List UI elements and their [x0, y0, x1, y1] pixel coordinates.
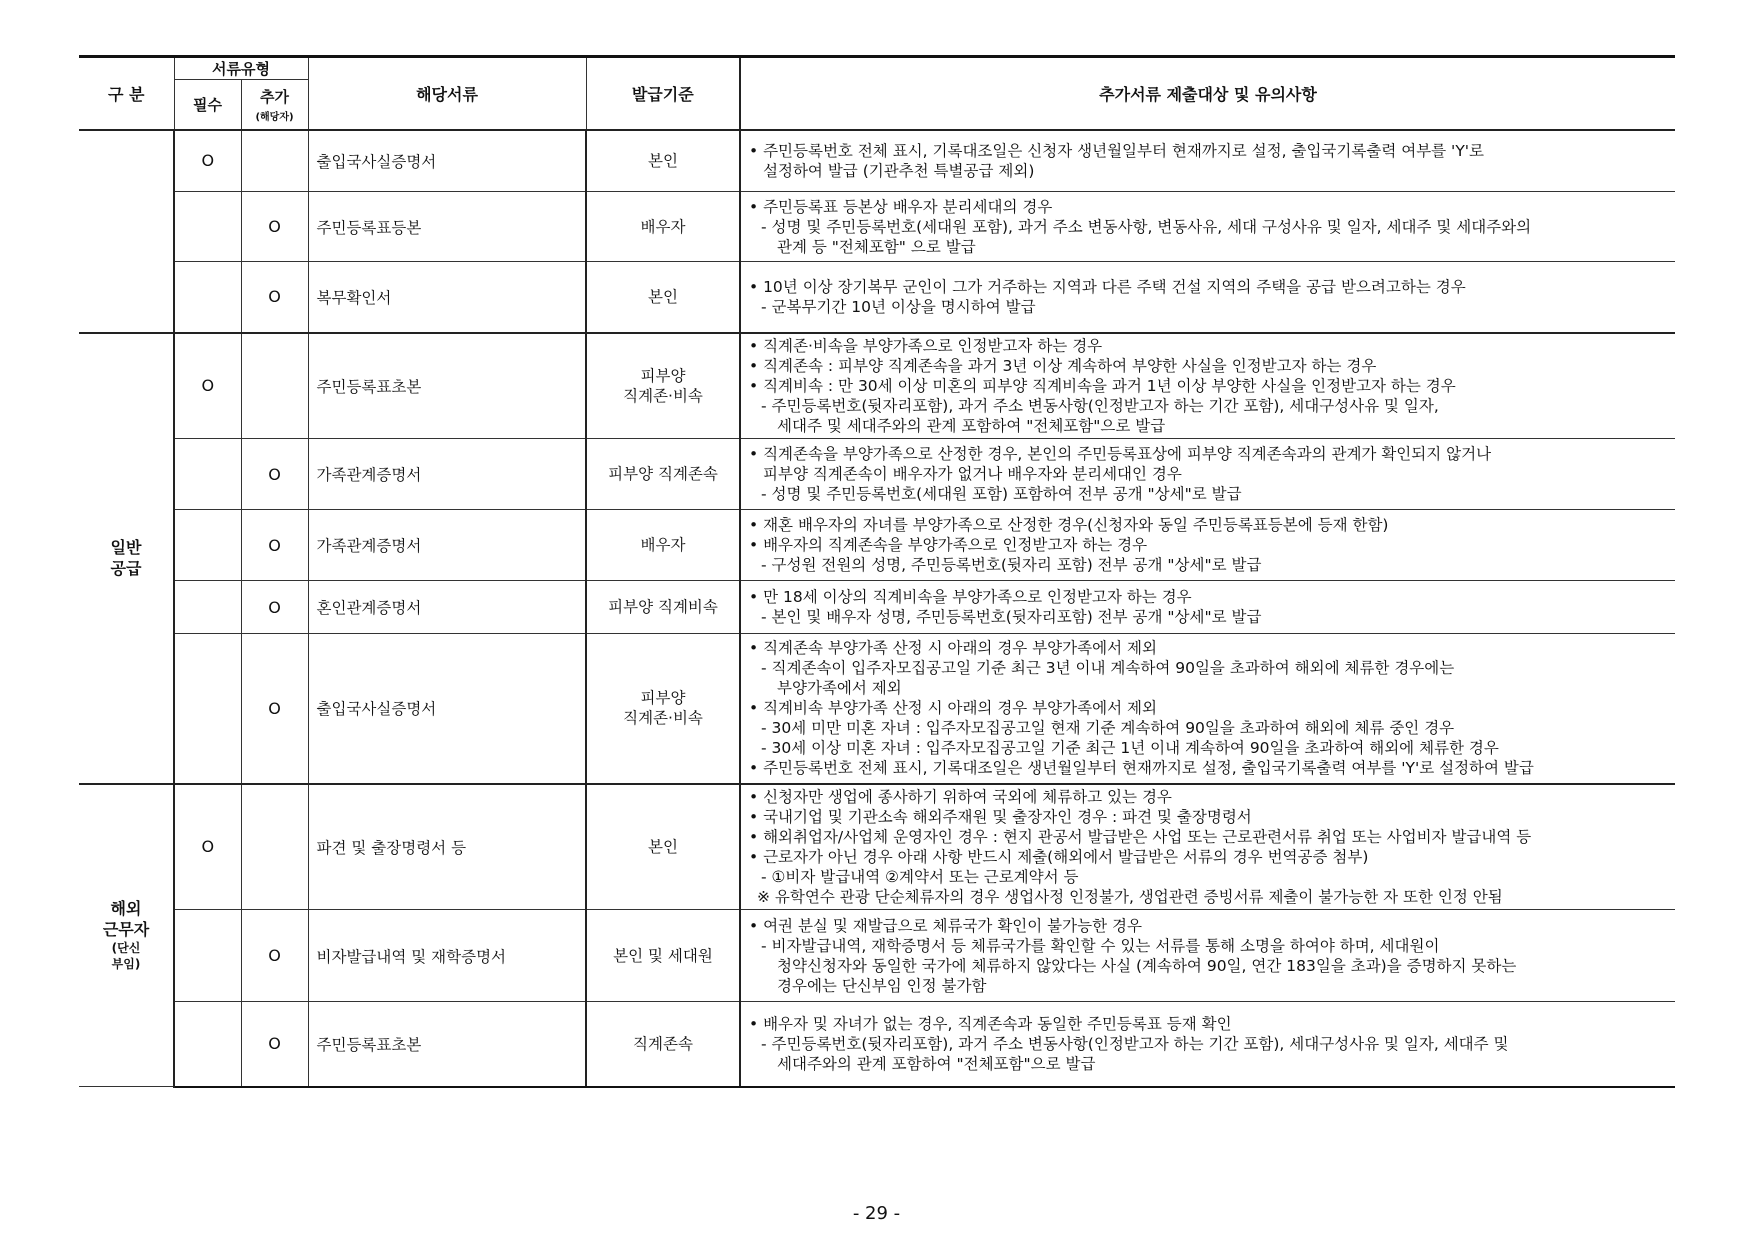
- criteria-line: 직계존·비속: [623, 386, 703, 405]
- note-line: 청약신청자와 동일한 국가에 체류하지 않았다는 사실 (계속하여 90일, 연간 183일을 초과)을 증명하지 못하는: [777, 956, 1517, 975]
- additional-mark: O: [241, 192, 308, 262]
- required-mark: [174, 1002, 241, 1087]
- note-line: • 주민등록표 등본상 배우자 분리세대의 경우: [749, 197, 1053, 216]
- table-row: [79, 910, 1675, 1002]
- table-body: [79, 130, 1675, 1087]
- note-line: - 30세 미만 미혼 자녀 : 입주자모집공고일 현재 기준 계속하여 90일을 초과하여 해외에 체류 중인 경우: [761, 719, 1455, 738]
- table-row: [79, 262, 1675, 333]
- note-line: • 직계존·비속을 부양가족으로 인정받고자 하는 경우: [749, 336, 1103, 355]
- note-line: 세대주와의 관계 포함하여 "전체포함"으로 발급: [777, 1054, 1096, 1073]
- header-document: 해당서류: [308, 57, 586, 130]
- document-table: [79, 55, 1675, 1088]
- note-line: 경우에는 단신부임 인정 불가함: [777, 976, 987, 995]
- notes-cell: [740, 784, 1675, 910]
- criteria-line: 피부양 직계존속: [608, 465, 718, 483]
- criteria-line: 본인: [648, 837, 678, 856]
- note-line: • 근로자가 아닌 경우 아래 사항 반드시 제출(해외에서 발급받은 서류의 경우 번역공증 첨부): [749, 847, 1369, 866]
- additional-mark: O: [241, 439, 308, 510]
- note-line: • 직계비속 부양가족 산정 시 아래의 경우 부양가족에서 제외: [749, 699, 1157, 718]
- document-name: 출입국사실증명서: [308, 634, 586, 784]
- table-row: [79, 333, 1675, 439]
- note-line: - 성명 및 주민등록번호(세대원 포함), 과거 주소 변동사항, 변동사유, 세대 구성사유 및 일자, 세대주 및 세대주와의: [761, 217, 1532, 236]
- note-line: - 구성원 전원의 성명, 주민등록번호(뒷자리 포함) 전부 공개 "상세"로 발급: [761, 556, 1262, 574]
- notes-cell: [740, 1002, 1675, 1087]
- note-line: • 만 18세 이상의 직계비속을 부양가족으로 인정받고자 하는 경우: [749, 588, 1192, 606]
- additional-mark: O: [241, 910, 308, 1002]
- criteria-line: 피부양: [640, 366, 686, 385]
- note-line: • 배우자의 직계존속을 부양가족으로 인정받고자 하는 경우: [749, 536, 1148, 554]
- note-line: - 비자발급내역, 재학증명서 등 체류국가를 확인할 수 있는 서류를 통해 소명을 하여야 하며, 세대원이: [761, 936, 1440, 955]
- required-mark: [174, 634, 241, 784]
- header-required: 필수: [174, 80, 241, 130]
- required-mark: [174, 192, 241, 262]
- table-row: [79, 130, 1675, 192]
- group-label-line: 일반: [110, 538, 142, 557]
- notes-cell: [740, 581, 1675, 634]
- group-label-line: 공급: [110, 559, 142, 578]
- note-line: • 직계존속 : 피부양 직계존속을 과거 3년 이상 계속하여 부양한 사실을 인정받고자 하는 경우: [749, 356, 1377, 375]
- table-row: [79, 784, 1675, 910]
- group-label-paren: (단신: [111, 941, 141, 956]
- note-line: 세대주 및 세대주와의 관계 포함하여 "전체포함"으로 발급: [777, 416, 1166, 435]
- criteria-line: 직계존속: [633, 1034, 693, 1053]
- group-label-line: 해외: [110, 899, 142, 919]
- required-mark: [174, 910, 241, 1002]
- additional-mark: [241, 130, 308, 192]
- notes-cell: [740, 439, 1675, 510]
- header-notes: 추가서류 제출대상 및 유의사항: [740, 57, 1675, 130]
- additional-mark: [241, 784, 308, 910]
- group-label-cell: [79, 784, 174, 1087]
- criteria-line: 배우자: [640, 536, 686, 554]
- required-mark: [174, 581, 241, 634]
- note-line: • 직계존속 부양가족 산정 시 아래의 경우 부양가족에서 제외: [749, 639, 1157, 658]
- required-mark: O: [174, 784, 241, 910]
- required-mark: O: [174, 333, 241, 439]
- group-label-cell: [79, 333, 174, 784]
- note-line: - 직계존속이 입주자모집공고일 기준 최근 3년 이내 계속하여 90일을 초과하여 해외에 체류한 경우에는: [761, 659, 1455, 678]
- additional-mark: O: [241, 262, 308, 333]
- note-line: • 주민등록번호 전체 표시, 기록대조일은 신청자 생년월일부터 현재까지로 설정, 출입국기록출력 여부를 'Y'로: [749, 141, 1485, 160]
- header-criteria: 발급기준: [586, 57, 740, 130]
- criteria-line: 본인: [648, 287, 678, 306]
- note-line: • 여권 분실 및 재발급으로 체류국가 확인이 불가능한 경우: [749, 916, 1142, 935]
- document-name: 비자발급내역 및 재학증명서: [308, 910, 586, 1002]
- note-line: 관계 등 "전체포함" 으로 발급: [777, 237, 976, 256]
- group-label-cell: [79, 130, 174, 333]
- note-line: - 본인 및 배우자 성명, 주민등록번호(뒷자리포함) 전부 공개 "상세"로 발급: [761, 608, 1262, 626]
- issue-criteria: [586, 510, 740, 581]
- additional-mark: O: [241, 634, 308, 784]
- document-name: 가족관계증명서: [308, 510, 586, 581]
- issue-criteria: [586, 130, 740, 192]
- note-line: • 직계비속 : 만 30세 이상 미혼의 피부양 직계비속을 과거 1년 이상 부양한 사실을 인정받고자 하는 경우: [749, 376, 1456, 395]
- table-row: [79, 634, 1675, 784]
- additional-mark: O: [241, 1002, 308, 1087]
- required-mark: [174, 439, 241, 510]
- note-line: - 성명 및 주민등록번호(세대원 포함) 포함하여 전부 공개 "상세"로 발급: [761, 485, 1242, 503]
- page-number: - 29 -: [852, 1203, 901, 1224]
- criteria-line: 본인 및 세대원: [613, 946, 713, 965]
- issue-criteria: [586, 910, 740, 1002]
- note-line: • 배우자 및 자녀가 없는 경우, 직계존속과 동일한 주민등록표 등재 확인: [749, 1014, 1232, 1033]
- table-row: [79, 581, 1675, 634]
- required-mark: O: [174, 130, 241, 192]
- notes-cell: [740, 262, 1675, 333]
- notes-cell: [740, 192, 1675, 262]
- required-mark: [174, 510, 241, 581]
- issue-criteria: [586, 581, 740, 634]
- document-name: 출입국사실증명서: [308, 130, 586, 192]
- header-category: 구 분: [79, 57, 174, 130]
- criteria-line: 피부양 직계비속: [608, 598, 718, 616]
- note-line: - 군복무기간 10년 이상을 명시하여 발급: [761, 297, 1036, 316]
- table-row: [79, 439, 1675, 510]
- issue-criteria: [586, 784, 740, 910]
- header-doc-type: 서류유형: [174, 57, 308, 80]
- group-label-line: 근무자: [102, 920, 150, 940]
- table-row: [79, 192, 1675, 262]
- document-name: 주민등록표등본: [308, 192, 586, 262]
- document-name: 복무확인서: [308, 262, 586, 333]
- header-additional-label: 추가: [260, 87, 289, 106]
- issue-criteria: [586, 333, 740, 439]
- criteria-line: 피부양: [640, 689, 686, 708]
- note-line: • 해외취업자/사업체 운영자인 경우 : 현지 관공서 발급받은 사업 또는 근로관련서류 취업 또는 사업비자 발급내역 등: [749, 827, 1532, 846]
- table-row: [79, 510, 1675, 581]
- note-line: • 직계존속을 부양가족으로 산정한 경우, 본인의 주민등록표상에 피부양 직계존속과의 관계가 확인되지 않거나: [749, 445, 1492, 463]
- note-line: - 30세 이상 미혼 자녀 : 입주자모집공고일 기준 최근 1년 이내 계속하여 90일을 초과하여 해외에 체류한 경우: [761, 739, 1499, 758]
- header-additional-sub: (해당자): [255, 111, 294, 123]
- document-name: 주민등록표초본: [308, 1002, 586, 1087]
- header-additional: [241, 80, 308, 130]
- note-line: • 주민등록번호 전체 표시, 기록대조일은 생년월일부터 현재까지로 설정, 출입국기록출력 여부를 'Y'로 설정하여 발급: [749, 759, 1534, 778]
- document-name: 혼인관계증명서: [308, 581, 586, 634]
- notes-cell: [740, 510, 1675, 581]
- note-line: • 신청자만 생업에 종사하기 위하여 국외에 체류하고 있는 경우: [749, 787, 1172, 806]
- issue-criteria: [586, 439, 740, 510]
- additional-mark: O: [241, 581, 308, 634]
- document-name: 가족관계증명서: [308, 439, 586, 510]
- criteria-line: 직계존·비속: [623, 709, 703, 728]
- note-line: - 주민등록번호(뒷자리포함), 과거 주소 변동사항(인정받고자 하는 기간 포함), 세대구성사유 및 일자,: [761, 396, 1439, 415]
- note-line: 부양가족에서 제외: [777, 679, 902, 698]
- issue-criteria: [586, 1002, 740, 1087]
- notes-cell: [740, 634, 1675, 784]
- group-label-paren: 부임): [111, 957, 141, 972]
- additional-mark: O: [241, 510, 308, 581]
- note-line: • 국내기업 및 기관소속 해외주재원 및 출장자인 경우 : 파견 및 출장명령서: [749, 807, 1252, 826]
- issue-criteria: [586, 192, 740, 262]
- criteria-line: 배우자: [640, 217, 686, 236]
- table-row: [79, 1002, 1675, 1087]
- note-line: - ①비자 발급내역 ②계약서 또는 근로계약서 등: [761, 867, 1079, 886]
- issue-criteria: [586, 634, 740, 784]
- note-line: ※ 유학연수 관광 단순체류자의 경우 생업사정 인정불가, 생업관련 증빙서류 제출이 불가능한 자 또한 인정 안됨: [757, 887, 1503, 906]
- additional-mark: [241, 333, 308, 439]
- issue-criteria: [586, 262, 740, 333]
- note-line: • 재혼 배우자의 자녀를 부양가족으로 산정한 경우(신청자와 동일 주민등록표등본에 등재 한함): [749, 516, 1389, 534]
- note-line: - 주민등록번호(뒷자리포함), 과거 주소 변동사항(인정받고자 하는 기간 포함), 세대구성사유 및 일자, 세대주 및: [761, 1034, 1509, 1053]
- notes-cell: [740, 910, 1675, 1002]
- notes-cell: [740, 130, 1675, 192]
- criteria-line: 본인: [648, 151, 678, 170]
- document-name: 주민등록표초본: [308, 333, 586, 439]
- required-mark: [174, 262, 241, 333]
- note-line: 설정하여 발급 (기관추천 특별공급 제외): [763, 161, 1035, 180]
- notes-cell: [740, 333, 1675, 439]
- document-name: 파견 및 출장명령서 등: [308, 784, 586, 910]
- note-line: 피부양 직계존속이 배우자가 없거나 배우자와 분리세대인 경우: [763, 465, 1182, 483]
- note-line: • 10년 이상 장기복무 군인이 그가 거주하는 지역과 다른 주택 건설 지역의 주택을 공급 받으려고하는 경우: [749, 277, 1466, 296]
